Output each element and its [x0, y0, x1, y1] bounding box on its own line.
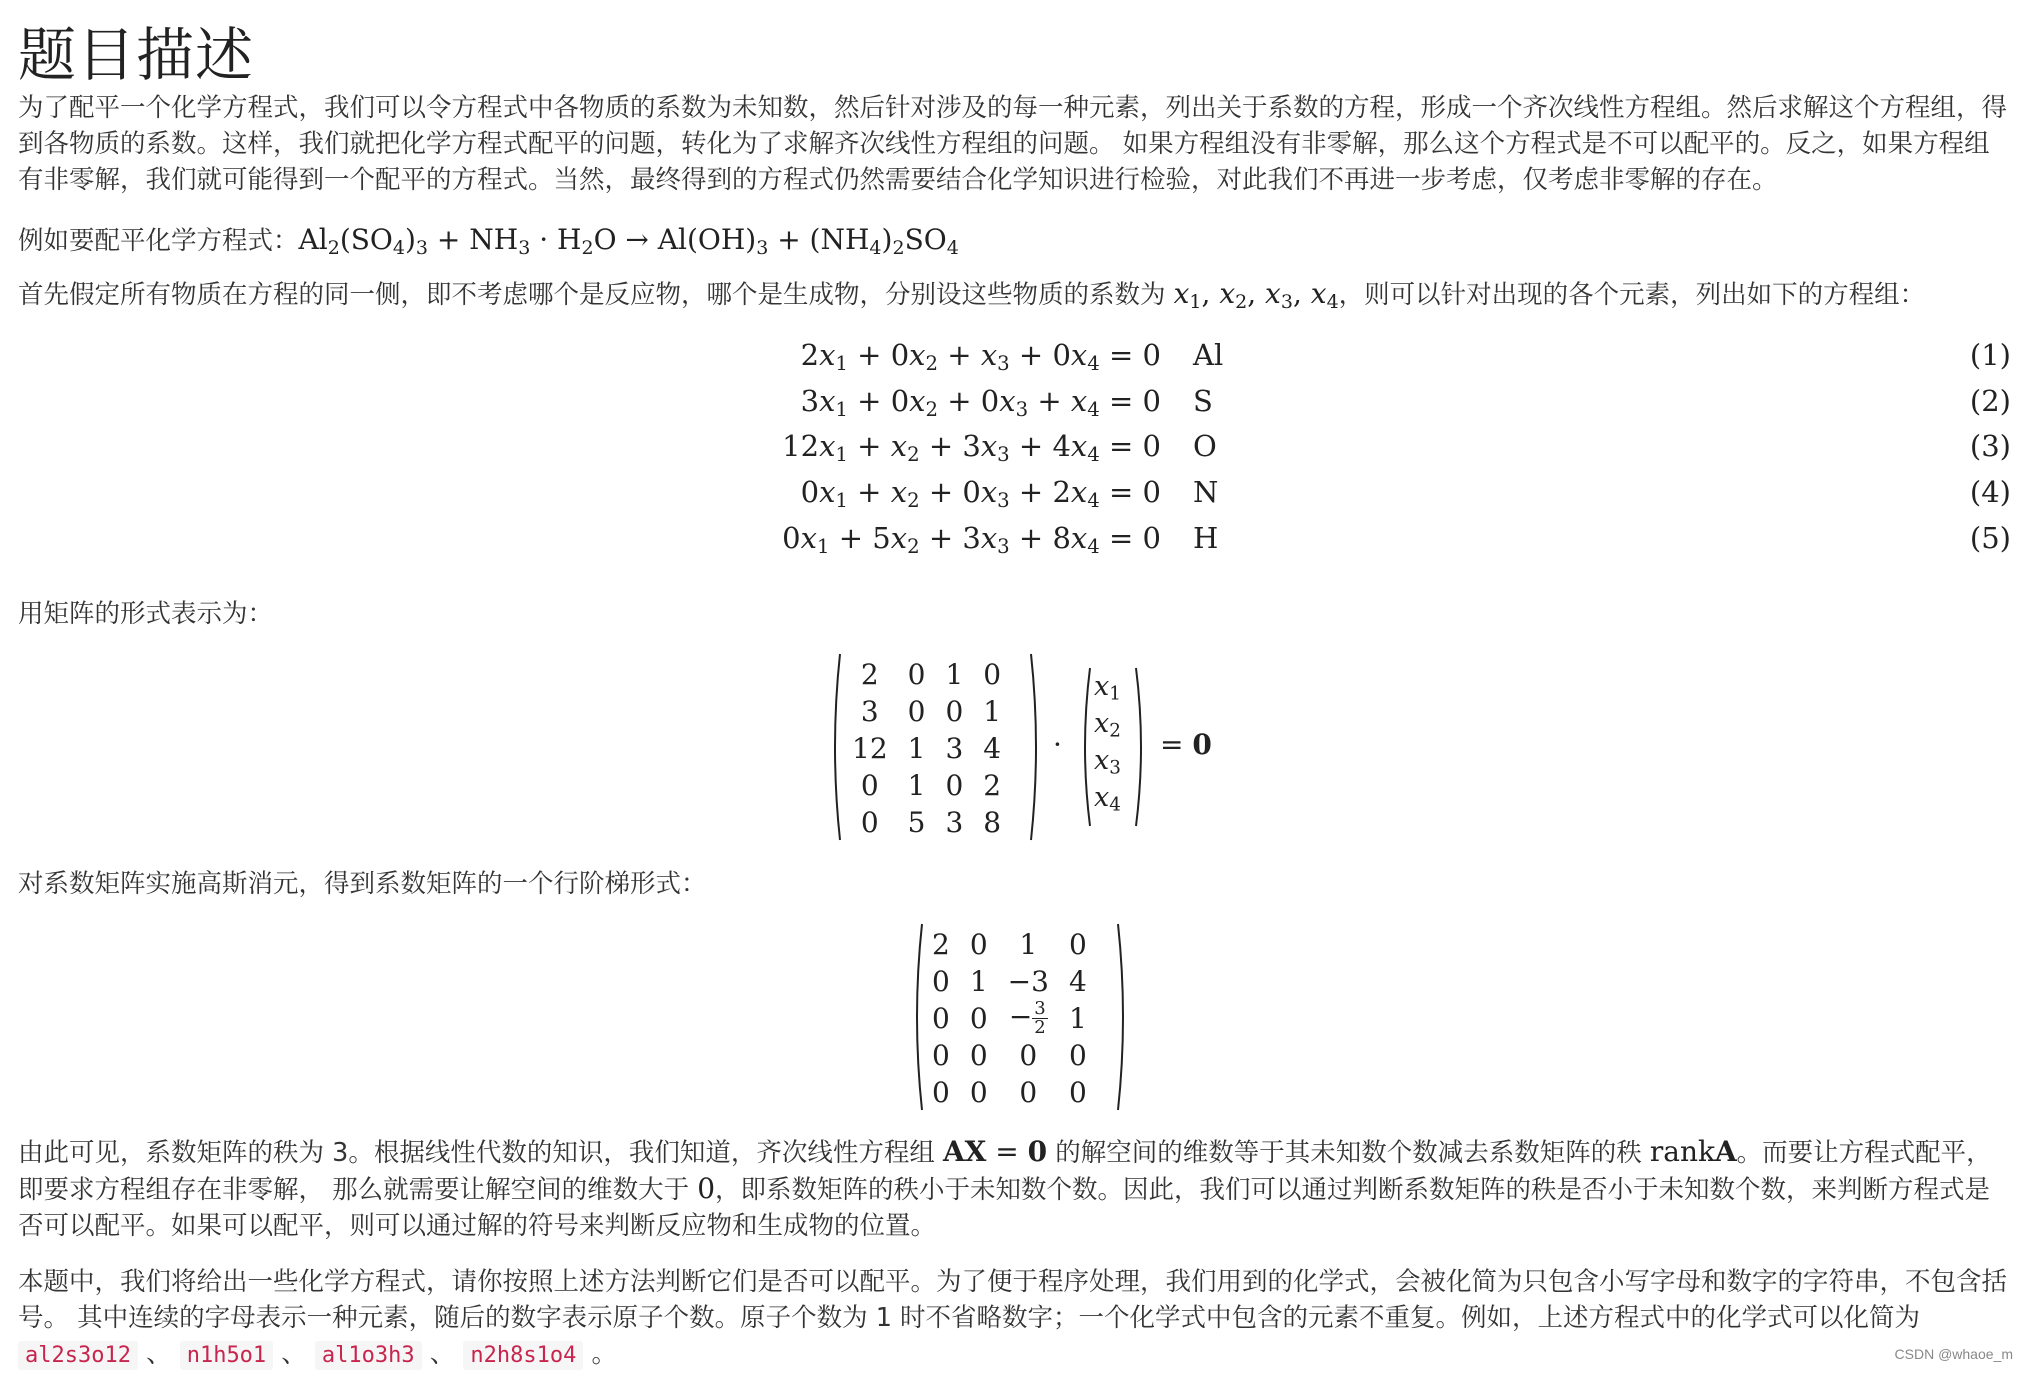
matrix-cell: 0: [969, 1039, 988, 1072]
assume-text-post: ，则可以针对出现的各个元素，列出如下的方程组：: [1338, 280, 1926, 310]
vector-entries: $x_1$ $x_2$ $x_3$ $x_4$: [1094, 671, 1121, 816]
matrix-row: [922, 963, 1097, 1000]
matrix-cell: 0: [945, 695, 964, 728]
matrix-cell: −3: [1007, 965, 1049, 998]
equation-element: H: [1193, 521, 1219, 555]
matrix-cell: 0: [969, 1002, 988, 1035]
rank-A: rankA: [1649, 1135, 1737, 1168]
matrix-cell: 0: [932, 1076, 950, 1109]
code-formula: al1o3h3: [315, 1341, 422, 1370]
vector-left-paren: [1078, 666, 1092, 828]
equation-number: (4): [1969, 475, 2011, 509]
task-paragraph: [18, 1264, 2013, 1374]
matrix-cell: 0: [932, 1039, 950, 1072]
rank-text-2: 的解空间的维数等于其未知数个数减去系数矩阵的秩: [1047, 1138, 1650, 1168]
matrix-row: [842, 767, 1011, 804]
matrix-cell: 1: [1068, 1002, 1087, 1035]
matrix-cell: 3: [860, 695, 879, 728]
separator: 、: [146, 1339, 172, 1369]
code-formula: al2s3o12: [18, 1341, 138, 1370]
rank-text-3: 。而要让方程式配平，即要求方程组存在非零解， 那么就需要让解空间的维数大于: [18, 1138, 1992, 1205]
equation-element: S: [1193, 384, 1213, 418]
example-label: 例如要配平化学方程式：: [18, 226, 299, 256]
example-paragraph: [18, 222, 2013, 259]
matrix-cell: 0: [945, 769, 964, 802]
matrix-cell: 0: [932, 1002, 950, 1035]
equation-expression: $0x_1 + 5x_2 + 3x_3 + 8x_4 = 0$: [782, 521, 1161, 558]
matrix-cell: 0: [932, 965, 950, 998]
equation-row: [0, 521, 2025, 565]
task-text: 本题中，我们将给出一些化学方程式，请你按照上述方法判断它们是否可以配平。为了便于程序处理，我们用到的化学式，会被化简为只包含小写字母和数字的字符串，不包含括号。 其中连续的字母表示一种元素，随后的数字表示原子个数。原子个数为 1 时不省略数字；一个化学式中包含的元素不重复。例如，上述方程式中的化学式可以化简为: [18, 1267, 2008, 1333]
matrix-cell: 1: [969, 965, 988, 998]
matrix-cell: 0: [907, 695, 926, 728]
matrix-cell: 0: [969, 928, 988, 961]
matrix-row: [922, 926, 1097, 963]
separator: 、: [429, 1339, 456, 1369]
variables: $x_1$, $x_2$, $x_3$, $x_4$: [1173, 277, 1339, 313]
matrix-cell: 0: [1019, 1039, 1038, 1072]
equation-number: (1): [1969, 338, 2011, 372]
assume-text-pre: 首先假定所有物质在方程的同一侧，即不考虑哪个是反应物，哪个是生成物，分别设这些物质的系数为: [18, 280, 1174, 310]
code-formula: n1h5o1: [180, 1341, 273, 1370]
matrix-cell: 1: [907, 769, 926, 802]
matrix-cell: 3: [945, 806, 964, 839]
separator: 、: [281, 1339, 307, 1369]
dot-operator: ·: [1053, 728, 1062, 761]
equals-zero: = 0: [1160, 728, 1212, 761]
system-AX: AX = 0: [942, 1135, 1048, 1168]
matrix-row: [842, 804, 1011, 841]
example-equation: $Al_2(SO_4)_3 + NH_3 \cdot H_2O \to Al(OH)_3 + (NH_4)_2SO_4$: [298, 223, 959, 259]
equation-expression: $3x_1 + 0x_2 + 0x_3 + x_4 = 0$: [800, 384, 1161, 421]
matrix-cell: 8: [983, 806, 1002, 839]
matrix-cell: 0: [907, 658, 926, 691]
matrix-cell: 2: [932, 928, 950, 961]
rank-text-1: 由此可见，系数矩阵的秩为 3。根据线性代数的知识，我们知道，齐次线性方程组: [18, 1138, 943, 1168]
matrix-cell: 2: [860, 658, 879, 691]
matrix-cell: 1: [945, 658, 964, 691]
end-mark: 。: [591, 1339, 617, 1369]
matrix-cell: 0: [860, 769, 879, 802]
matrix-intro: 用矩阵的形式表示为：: [18, 599, 274, 629]
coef-matrix-table: [842, 656, 1011, 841]
assume-paragraph: [18, 276, 2013, 313]
matrix-cell: 1: [907, 732, 926, 765]
matrix-cell: 0: [860, 806, 879, 839]
variable-vector: [1078, 666, 1148, 828]
echelon-matrix: [910, 922, 1130, 1112]
matrix-row: [922, 1037, 1097, 1074]
matrix-cell: 0: [969, 1076, 988, 1109]
equation-row: [0, 429, 2025, 473]
equation-number: (2): [1969, 384, 2011, 418]
matrix-row: [922, 1000, 1097, 1037]
coef-matrix: [828, 652, 1043, 842]
left-paren: [828, 652, 842, 842]
matrix-cell: 4: [983, 732, 1002, 765]
matrix-cell: 0: [1068, 928, 1087, 961]
zero-value: 0: [697, 1172, 716, 1205]
matrix-cell: 0: [983, 658, 1002, 691]
echelon-intro: 对系数矩阵实施高斯消元，得到系数矩阵的一个行阶梯形式：: [18, 869, 707, 899]
matrix-cell: − $\frac{3}{2}$: [1008, 998, 1046, 1038]
echelon-matrix-table: [922, 926, 1097, 1111]
right-paren: [1029, 652, 1043, 842]
matrix-row: [842, 730, 1011, 767]
rank-paragraph: [18, 1134, 2013, 1244]
watermark: CSDN @whaoe_m: [1894, 1346, 2013, 1362]
matrix-equation: [828, 652, 1248, 842]
matrix-cell: 0: [1068, 1076, 1087, 1109]
rank-text-4: ，即系数矩阵的秩小于未知数个数。因此，我们可以通过判断系数矩阵的秩是否小于未知数个数，来判断方程式是否可以配平。如果可以配平，则可以通过解的符号来判断反应物和生成物的位置。: [18, 1175, 1991, 1241]
equation-element: N: [1193, 475, 1219, 509]
equation-element: Al: [1193, 338, 1224, 372]
matrix-cell: 12: [852, 732, 888, 765]
matrix-row: [842, 656, 1011, 693]
intro-paragraph: 为了配平一个化学方程式，我们可以令方程式中各物质的系数为未知数，然后针对涉及的每一种元素，列出关于系数的方程，形成一个齐次线性方程组。然后求解这个方程组，得到各物质的系数。这样，我们就把化学方程式配平的问题，转化为了求解齐次线性方程组的问题。 如果方程组没有非零解，那么这个方程式是不可以配平的。反之，如果方程组有非零解，我们就可能得到一个配平的方程式。当然，最终得到的方程式仍然需要结合化学知识进行检验，对此我们不再进一步考虑，仅考虑非零解的存在。: [18, 93, 2008, 195]
matrix-cell: 2: [983, 769, 1002, 802]
equation-number: (5): [1969, 521, 2011, 555]
equation-element: O: [1193, 429, 1217, 463]
equation-expression: $12x_1 + x_2 + 3x_3 + 4x_4 = 0$: [782, 429, 1161, 466]
page-title: 题目描述: [18, 21, 255, 89]
equation-number: (3): [1969, 429, 2011, 463]
equation-expression: $0x_1 + x_2 + 0x_3 + 2x_4 = 0$: [800, 475, 1161, 512]
equation-row: [0, 475, 2025, 519]
matrix-cell: 3: [945, 732, 964, 765]
matrix-row: [922, 1074, 1097, 1111]
matrix-row: [842, 693, 1011, 730]
equation-row: [0, 338, 2025, 382]
matrix-cell: 0: [1019, 1076, 1038, 1109]
matrix-cell: 1: [983, 695, 1002, 728]
matrix-cell: 1: [1019, 928, 1038, 961]
code-formula: n2h8s1o4: [463, 1341, 583, 1370]
equation-expression: $2x_1 + 0x_2 + x_3 + 0x_4 = 0$: [800, 338, 1161, 375]
echelon-right-paren: [1116, 922, 1130, 1112]
vector-right-paren: [1134, 666, 1148, 828]
equation-row: [0, 384, 2025, 428]
matrix-cell: 5: [907, 806, 926, 839]
matrix-cell: 0: [1068, 1039, 1087, 1072]
matrix-cell: 4: [1068, 965, 1087, 998]
